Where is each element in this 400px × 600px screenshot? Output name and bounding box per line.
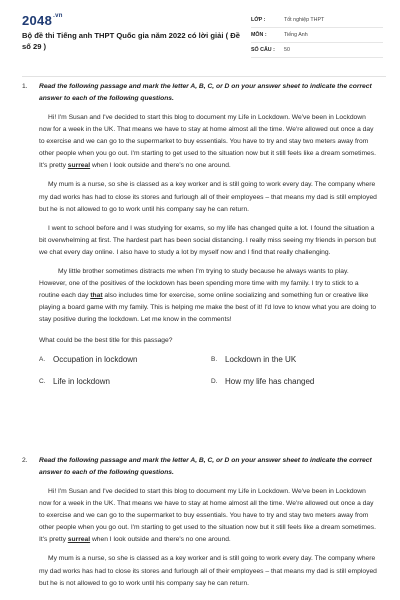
- option-text: How my life has changed: [225, 376, 315, 386]
- option-letter: B.: [211, 355, 218, 363]
- option-d[interactable]: [211, 376, 383, 388]
- logo-domain: .vn: [53, 13, 63, 19]
- question-instruction: Read the following passage and mark the letter A, B, C, or D on your answer sheet to indicate the correct answer to each of the following questions.: [39, 457, 372, 476]
- document-meta: [251, 13, 383, 58]
- passage-paragraph-3: I went to school before and I was studying for exams, so my life has changed quite a lot. I found the situation a bit overwhelming at first. The hardest part has been social distancing. I really miss seeing my friends in person but we chat every day online. I also have to study a lot by myself now and I find that really challenging.: [39, 224, 377, 256]
- passage-paragraph-4: [39, 266, 378, 326]
- option-c[interactable]: [39, 376, 211, 388]
- paragraph-text: Hi! I'm Susan and I've decided to start this blog to document my Life in Lockdown. We've been in Lockdown now for a week in the UK. That means we have to stay at home almost all the time. We're allowed out once a day to exercise and we can go to the supermarket to buy essentials. You have to try and stay two meters away from other people when you go out. I'm starting to get used to the situation now but it still feels like a dream sometimes. It's pretty: [39, 488, 376, 544]
- emphasized-word: that: [90, 292, 103, 300]
- emphasized-word: surreal: [67, 162, 91, 170]
- paragraph-text: also includes time for exercise, some online socializing and something fun or creative like playing a board game with my family. This is helping me make the best of it! I'd love to know what you are doing to stay positive during the lockdown. Let me know in the comments!: [39, 292, 377, 324]
- document-header: [0, 0, 400, 70]
- option-text: Lockdown in the UK: [225, 354, 297, 364]
- passage-paragraph-2: My mum is a nurse, so she is classed as a key worker and is still going to work every day. The company where my dad works has had to close its stores and furlough all of their employees – that means my dad is still employed but he is not allowed to go to work until his company say he can return.: [39, 181, 377, 213]
- option-letter: D.: [211, 377, 218, 385]
- meta-value: Tiếng Anh: [284, 32, 308, 38]
- meta-label: LỚP :: [251, 17, 266, 23]
- meta-label: SỐ CÂU :: [251, 47, 275, 53]
- question-number: 1.: [22, 83, 28, 90]
- question-2: [22, 455, 378, 590]
- option-text: Occupation in lockdown: [53, 354, 138, 364]
- meta-row-subject: [251, 28, 383, 43]
- option-a[interactable]: [39, 354, 211, 366]
- paragraph-text: when I look outside and there's no one around.: [90, 162, 231, 170]
- passage-paragraph-1: [39, 112, 378, 172]
- emphasized-word: surreal: [67, 536, 91, 544]
- site-logo[interactable]: [22, 13, 63, 28]
- paragraph-text: Hi! I'm Susan and I've decided to start this blog to document my Life in Lockdown. We've been in Lockdown now for a week in the UK. That means we have to stay at home almost all the time. We're allowed out once a day to exercise and we can go to the supermarket to buy essentials. You have to try and stay two meters away from other people when you go out. I'm starting to get used to the situation now but it still feels like a dream sometimes. It's pretty: [39, 114, 376, 170]
- question-1: [22, 81, 378, 388]
- option-letter: A.: [39, 355, 46, 363]
- question-stem: What could be the best title for this passage?: [39, 336, 173, 344]
- meta-row-grade: [251, 13, 383, 28]
- question-number: 2.: [22, 457, 28, 464]
- meta-row-count: [251, 43, 383, 58]
- passage-paragraph-2: My mum is a nurse, so she is classed as a key worker and is still going to work every day. The company where my dad works has had to close its stores and furlough all of their employees – that means my dad is still employed but he is not allowed to go to work until his company say he can return.: [39, 555, 377, 587]
- passage-paragraph-1: [39, 486, 378, 546]
- answer-options: [39, 354, 378, 388]
- paragraph-text: My little brother sometimes distracts me when I'm trying to study because he always wants to play. However, one of the positives of the lockdown has been spending more time with my family. I try to stick to a routine each day: [39, 268, 359, 300]
- header-divider: [22, 76, 386, 77]
- document-title: Bộ đề thi Tiếng anh THPT Quốc gia năm 2022 có lời giải ( Đề số 29 ): [22, 31, 240, 51]
- meta-label: MÔN :: [251, 32, 267, 38]
- logo-text: 2048: [22, 13, 53, 28]
- option-b[interactable]: [211, 354, 383, 366]
- option-letter: C.: [39, 377, 46, 385]
- question-instruction: Read the following passage and mark the letter A, B, C, or D on your answer sheet to indicate the correct answer to each of the following questions.: [39, 83, 372, 102]
- meta-value: 50: [284, 47, 290, 53]
- meta-value: Tốt nghiệp THPT: [284, 17, 325, 23]
- paragraph-text: when I look outside and there's no one around.: [90, 536, 231, 544]
- option-text: Life in lockdown: [53, 376, 110, 386]
